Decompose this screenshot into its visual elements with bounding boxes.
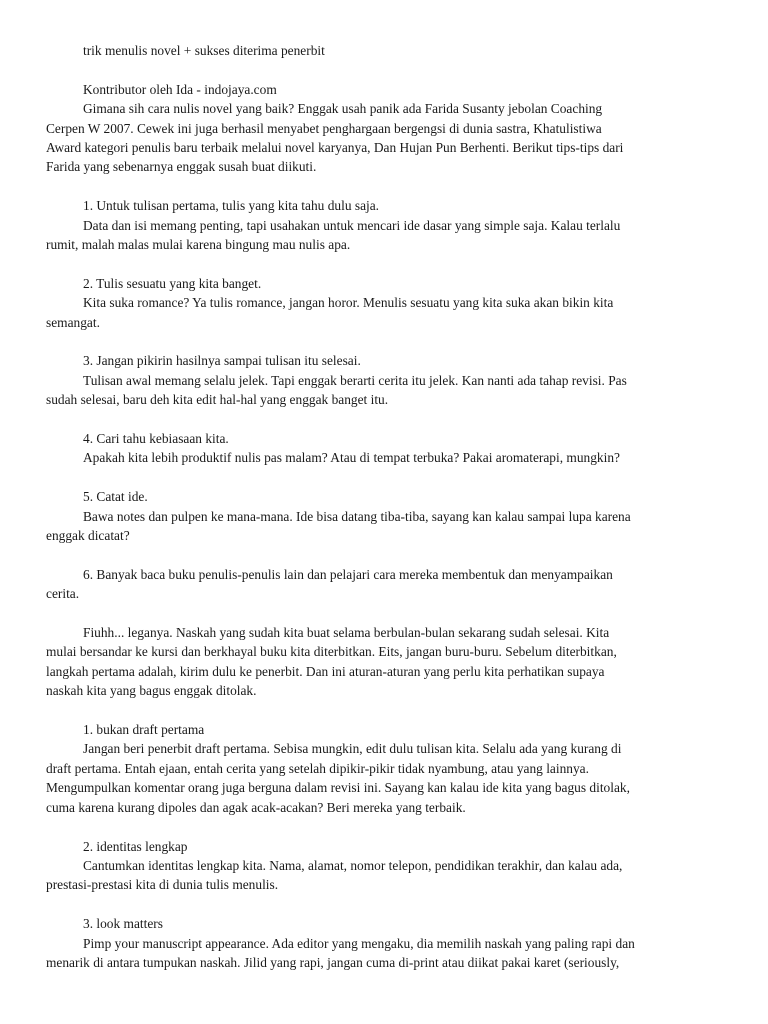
paragraph-gap (46, 177, 726, 196)
rule-heading: 2. identitas lengkap (83, 838, 188, 854)
tip-line: rumit, malah malas mulai karena bingung mau nulis apa. (46, 237, 351, 253)
rule-2 (46, 837, 726, 895)
paragraph-gap (46, 332, 726, 351)
tip-heading: 5. Catat ide. (83, 489, 148, 505)
tip-line: Data dan isi memang penting, tapi usahakan untuk mencari ide dasar yang simple saja. Kalau terlalu (83, 217, 621, 233)
rule-line: prestasi-prestasi kita di dunia tulis menulis. (46, 877, 279, 893)
rule-1 (46, 720, 726, 817)
rule-line: draft pertama. Entah ejaan, entah cerita yang setelah dipikir-pikir tidak nyambung, atau yang lainnya. (46, 760, 589, 776)
intro-line: Cerpen W 2007. Cewek ini juga berhasil menyabet penghargaan bergengsi di dunia sastra, Khatulistiwa (46, 120, 602, 136)
intro-line: Award kategori penulis baru terbaik melalui novel karyanya, Dan Hujan Pun Berhenti. Berikut tips-tips dari (46, 140, 624, 156)
tip-3 (46, 351, 726, 409)
transition-line: mulai bersandar ke kursi dan berkhayal buku kita diterbitkan. Eits, jangan buru-buru. Sebelum diterbitkan, (46, 644, 617, 660)
rule-line: menarik di antara tumpukan naskah. Jilid yang rapi, jangan cuma di-print atau diikat pakai karet (seriously, (46, 954, 620, 970)
rule-3 (46, 914, 726, 972)
paragraph-gap (46, 701, 726, 720)
paragraph-gap (46, 817, 726, 836)
tip-4 (46, 429, 726, 468)
tip-line: Kita suka romance? Ya tulis romance, jangan horor. Menulis sesuatu yang kita suka akan bikin kita (83, 295, 614, 311)
rule-line: Jangan beri penerbit draft pertama. Sebisa mungkin, edit dulu tulisan kita. Selalu ada yang kurang di (83, 741, 622, 757)
tip-heading: 2. Tulis sesuatu yang kita banget. (83, 275, 262, 291)
paragraph-gap (46, 468, 726, 487)
rule-line: Pimp your manuscript appearance. Ada editor yang mengaku, dia memilih naskah yang paling rapi dan (83, 935, 635, 951)
rule-line: cuma karena kurang dipoles dan agak acak-acakan? Beri mereka yang terbaik. (46, 799, 466, 815)
tip-line: sudah selesai, baru deh kita edit hal-hal yang enggak banget itu. (46, 392, 389, 408)
paragraph-gap (46, 895, 726, 914)
tip-line: Tulisan awal memang selalu jelek. Tapi enggak berarti cerita itu jelek. Kan nanti ada tahap revisi. Pas (83, 372, 627, 388)
tip-heading: 3. Jangan pikirin hasilnya sampai tulisan itu selesai. (83, 353, 361, 369)
rule-heading: 1. bukan draft pertama (83, 722, 205, 738)
intro-paragraph (46, 99, 726, 177)
rule-heading: 3. look matters (83, 916, 163, 932)
tip-5 (46, 487, 726, 545)
paragraph-gap (46, 545, 726, 564)
transition-paragraph (46, 623, 726, 701)
tip-1 (46, 196, 726, 254)
tip-line: Apakah kita lebih produktif nulis pas malam? Atau di tempat terbuka? Pakai aromaterapi, mungkin? (83, 450, 620, 466)
transition-line: naskah kita yang bagus enggak ditolak. (46, 683, 257, 699)
contributor-line: Kontributor oleh Ida - indojaya.com (83, 81, 277, 97)
tip-line: enggak dicatat? (46, 528, 130, 544)
tip-heading: 6. Banyak baca buku penulis-penulis lain dan pelajari cara mereka membentuk dan menyampaikan (83, 566, 613, 582)
intro-line: Gimana sih cara nulis novel yang baik? Enggak usah panik ada Farida Susanty jebolan Coaching (83, 101, 603, 117)
tip-2 (46, 274, 726, 332)
transition-line: Fiuhh... leganya. Naskah yang sudah kita buat selama berbulan-bulan sekarang sudah selesai. Kita (83, 625, 610, 641)
document-title: trik menulis novel + sukses diterima penerbit (83, 43, 325, 58)
transition-line: langkah pertama adalah, kirim dulu ke penerbit. Dan ini aturan-aturan yang perlu kita perhatikan supaya (46, 663, 605, 679)
tip-heading: 4. Cari tahu kebiasaan kita. (83, 431, 229, 447)
tip-line: cerita. (46, 586, 80, 602)
document-page (46, 41, 726, 972)
tip-6 (46, 565, 726, 604)
paragraph-gap (46, 254, 726, 273)
tip-heading: 1. Untuk tulisan pertama, tulis yang kita tahu dulu saja. (83, 198, 380, 214)
tip-line: semangat. (46, 314, 100, 330)
rule-line: Cantumkan identitas lengkap kita. Nama, alamat, nomor telepon, pendidikan terakhir, dan kalau ada, (83, 857, 623, 873)
tip-line: Bawa notes dan pulpen ke mana-mana. Ide bisa datang tiba-tiba, sayang kan kalau sampai lupa karena (83, 508, 631, 524)
rule-line: Mengumpulkan komentar orang juga berguna dalam revisi ini. Sayang kan kalau ide kita yang bagus ditolak, (46, 780, 630, 796)
paragraph-gap (46, 410, 726, 429)
intro-line: Farida yang sebenarnya enggak susah buat diikuti. (46, 159, 317, 175)
paragraph-gap (46, 604, 726, 623)
paragraph-gap (46, 60, 726, 79)
